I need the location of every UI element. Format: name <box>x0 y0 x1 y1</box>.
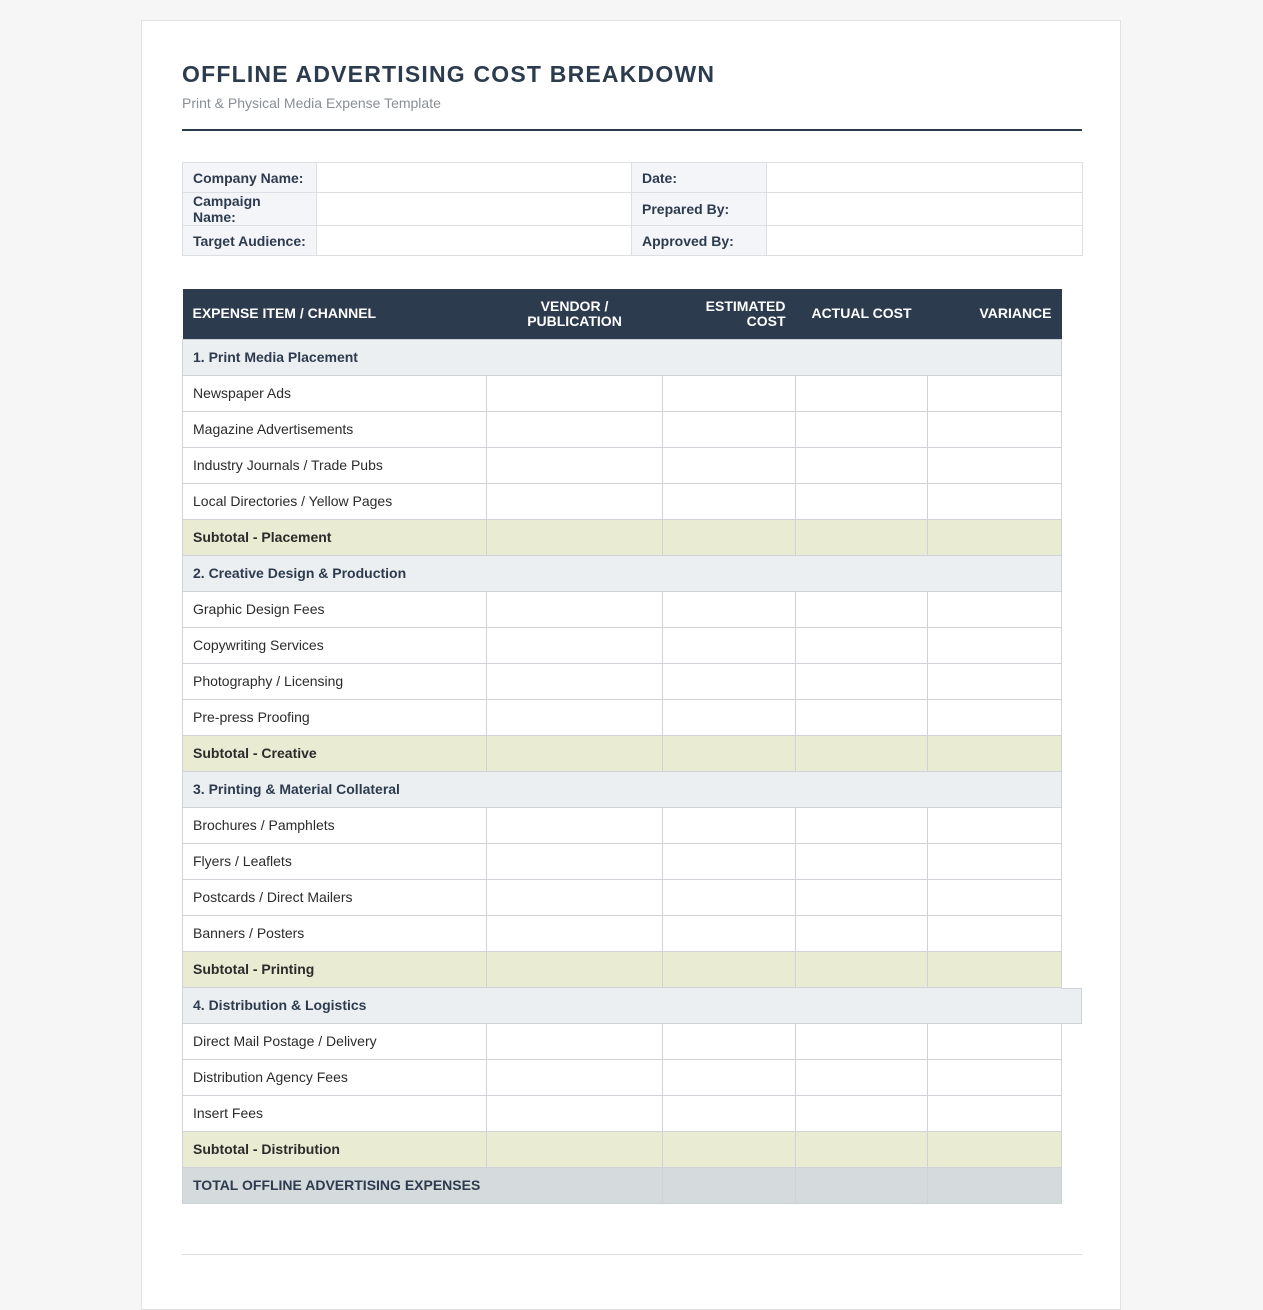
expense-item-label: Graphic Design Fees <box>183 591 487 627</box>
vendor-cell[interactable] <box>487 591 663 627</box>
variance-cell[interactable] <box>928 879 1062 915</box>
total-estimated-cell[interactable] <box>663 1167 796 1203</box>
total-actual-cell[interactable] <box>796 1167 928 1203</box>
vendor-cell[interactable] <box>487 843 663 879</box>
actual-cost-cell[interactable] <box>796 447 928 483</box>
info-row <box>183 226 1083 256</box>
section-row <box>183 555 1062 591</box>
vendor-cell[interactable] <box>487 1023 663 1059</box>
variance-cell[interactable] <box>928 699 1062 735</box>
total-label: TOTAL OFFLINE ADVERTISING EXPENSES <box>183 1167 663 1203</box>
subtotal-variance-cell[interactable] <box>928 1131 1062 1167</box>
header-variance: VARIANCE <box>928 289 1062 339</box>
total-variance-cell[interactable] <box>928 1167 1062 1203</box>
actual-cost-cell[interactable] <box>796 663 928 699</box>
info-label: Date: <box>632 163 767 193</box>
actual-cost-cell[interactable] <box>796 627 928 663</box>
footer-divider <box>182 1254 1082 1255</box>
section-row <box>183 771 1062 807</box>
expense-row <box>183 879 1062 915</box>
estimated-cost-cell[interactable] <box>663 1095 796 1131</box>
vendor-cell[interactable] <box>487 627 663 663</box>
header-actual-cost: ACTUAL COST <box>796 289 928 339</box>
header-vendor: VENDOR / PUBLICATION <box>487 289 663 339</box>
expense-row <box>183 627 1062 663</box>
vendor-cell[interactable] <box>487 663 663 699</box>
info-value-field[interactable] <box>767 193 1083 226</box>
actual-cost-cell[interactable] <box>796 807 928 843</box>
vendor-cell[interactable] <box>487 447 663 483</box>
subtotal-estimated-cell[interactable] <box>663 951 796 987</box>
estimated-cost-cell[interactable] <box>663 1059 796 1095</box>
subtotal-vendor-cell[interactable] <box>487 519 663 555</box>
expense-row <box>183 699 1062 735</box>
expense-item-label: Distribution Agency Fees <box>183 1059 487 1095</box>
estimated-cost-cell[interactable] <box>663 591 796 627</box>
variance-cell[interactable] <box>928 591 1062 627</box>
info-value-field[interactable] <box>767 163 1083 193</box>
expense-row <box>183 663 1062 699</box>
expense-item-label: Banners / Posters <box>183 915 487 951</box>
variance-cell[interactable] <box>928 447 1062 483</box>
vendor-cell[interactable] <box>487 1095 663 1131</box>
expense-row <box>183 1023 1062 1059</box>
expense-row <box>183 375 1062 411</box>
info-value-field[interactable] <box>317 226 632 256</box>
variance-cell[interactable] <box>928 807 1062 843</box>
expense-row <box>183 447 1062 483</box>
variance-cell[interactable] <box>928 411 1062 447</box>
expense-table-header <box>183 289 1062 339</box>
expense-table <box>182 289 1062 1204</box>
total-row <box>183 1167 1062 1203</box>
section-row <box>183 987 1062 1023</box>
subtotal-estimated-cell[interactable] <box>663 1131 796 1167</box>
subtotal-label: Subtotal - Placement <box>183 519 487 555</box>
subtotal-label: Subtotal - Distribution <box>183 1131 487 1167</box>
estimated-cost-cell[interactable] <box>663 447 796 483</box>
actual-cost-cell[interactable] <box>796 1095 928 1131</box>
estimated-cost-cell[interactable] <box>663 483 796 519</box>
header-expense-item: EXPENSE ITEM / CHANNEL <box>183 289 487 339</box>
subtotal-vendor-cell[interactable] <box>487 735 663 771</box>
section-row-extension <box>1061 988 1082 1024</box>
subtotal-actual-cell[interactable] <box>796 951 928 987</box>
estimated-cost-cell[interactable] <box>663 1023 796 1059</box>
info-label: Approved By: <box>632 226 767 256</box>
subtotal-vendor-cell[interactable] <box>487 951 663 987</box>
expense-row <box>183 591 1062 627</box>
actual-cost-cell[interactable] <box>796 1023 928 1059</box>
vendor-cell[interactable] <box>487 411 663 447</box>
actual-cost-cell[interactable] <box>796 879 928 915</box>
section-title: 3. Printing & Material Collateral <box>183 771 1062 807</box>
subtotal-estimated-cell[interactable] <box>663 519 796 555</box>
vendor-cell[interactable] <box>487 699 663 735</box>
actual-cost-cell[interactable] <box>796 843 928 879</box>
expense-row <box>183 1095 1062 1131</box>
subtotal-actual-cell[interactable] <box>796 1131 928 1167</box>
actual-cost-cell[interactable] <box>796 915 928 951</box>
info-value-field[interactable] <box>317 163 632 193</box>
expense-item-label: Local Directories / Yellow Pages <box>183 483 487 519</box>
actual-cost-cell[interactable] <box>796 699 928 735</box>
expense-row <box>183 843 1062 879</box>
variance-cell[interactable] <box>928 483 1062 519</box>
header-estimated-cost: ESTIMATED COST <box>663 289 796 339</box>
variance-cell[interactable] <box>928 843 1062 879</box>
estimated-cost-cell[interactable] <box>663 411 796 447</box>
actual-cost-cell[interactable] <box>796 483 928 519</box>
estimated-cost-cell[interactable] <box>663 627 796 663</box>
header-divider <box>182 129 1082 131</box>
subtotal-vendor-cell[interactable] <box>487 1131 663 1167</box>
actual-cost-cell[interactable] <box>796 1059 928 1095</box>
section-title: 4. Distribution & Logistics <box>183 987 1062 1023</box>
expense-item-label: Flyers / Leaflets <box>183 843 487 879</box>
expense-row <box>183 411 1062 447</box>
vendor-cell[interactable] <box>487 915 663 951</box>
expense-item-label: Insert Fees <box>183 1095 487 1131</box>
document-page <box>141 20 1121 1310</box>
expense-item-label: Photography / Licensing <box>183 663 487 699</box>
expense-item-label: Postcards / Direct Mailers <box>183 879 487 915</box>
estimated-cost-cell[interactable] <box>663 663 796 699</box>
subtotal-row <box>183 735 1062 771</box>
info-label: Campaign Name: <box>183 193 317 226</box>
expense-row <box>183 1059 1062 1095</box>
subtotal-row <box>183 1131 1062 1167</box>
subtotal-actual-cell[interactable] <box>796 519 928 555</box>
subtotal-variance-cell[interactable] <box>928 951 1062 987</box>
subtotal-row <box>183 951 1062 987</box>
page-subtitle: Print & Physical Media Expense Template <box>182 95 441 111</box>
vendor-cell[interactable] <box>487 879 663 915</box>
info-label: Company Name: <box>183 163 317 193</box>
campaign-info-table <box>182 162 1083 256</box>
variance-cell[interactable] <box>928 1023 1062 1059</box>
info-value-field[interactable] <box>767 226 1083 256</box>
info-row <box>183 193 1083 226</box>
expense-item-label: Copywriting Services <box>183 627 487 663</box>
estimated-cost-cell[interactable] <box>663 843 796 879</box>
info-label: Target Audience: <box>183 226 317 256</box>
expense-row <box>183 915 1062 951</box>
section-title: 1. Print Media Placement <box>183 339 1062 375</box>
estimated-cost-cell[interactable] <box>663 879 796 915</box>
subtotal-actual-cell[interactable] <box>796 735 928 771</box>
vendor-cell[interactable] <box>487 807 663 843</box>
expense-row <box>183 483 1062 519</box>
estimated-cost-cell[interactable] <box>663 915 796 951</box>
variance-cell[interactable] <box>928 375 1062 411</box>
section-title: 2. Creative Design & Production <box>183 555 1062 591</box>
subtotal-label: Subtotal - Printing <box>183 951 487 987</box>
estimated-cost-cell[interactable] <box>663 699 796 735</box>
actual-cost-cell[interactable] <box>796 411 928 447</box>
subtotal-label: Subtotal - Creative <box>183 735 487 771</box>
variance-cell[interactable] <box>928 1059 1062 1095</box>
subtotal-variance-cell[interactable] <box>928 519 1062 555</box>
vendor-cell[interactable] <box>487 483 663 519</box>
subtotal-estimated-cell[interactable] <box>663 735 796 771</box>
expense-row <box>183 807 1062 843</box>
info-label: Prepared By: <box>632 193 767 226</box>
expense-item-label: Pre-press Proofing <box>183 699 487 735</box>
expense-item-label: Direct Mail Postage / Delivery <box>183 1023 487 1059</box>
page-title: OFFLINE ADVERTISING COST BREAKDOWN <box>182 61 716 87</box>
variance-cell[interactable] <box>928 663 1062 699</box>
subtotal-variance-cell[interactable] <box>928 735 1062 771</box>
vendor-cell[interactable] <box>487 375 663 411</box>
info-value-field[interactable] <box>317 193 632 226</box>
expense-item-label: Industry Journals / Trade Pubs <box>183 447 487 483</box>
expense-item-label: Magazine Advertisements <box>183 411 487 447</box>
section-row <box>183 339 1062 375</box>
vendor-cell[interactable] <box>487 1059 663 1095</box>
expense-item-label: Brochures / Pamphlets <box>183 807 487 843</box>
actual-cost-cell[interactable] <box>796 375 928 411</box>
expense-item-label: Newspaper Ads <box>183 375 487 411</box>
info-row <box>183 163 1083 193</box>
estimated-cost-cell[interactable] <box>663 375 796 411</box>
variance-cell[interactable] <box>928 1095 1062 1131</box>
variance-cell[interactable] <box>928 627 1062 663</box>
actual-cost-cell[interactable] <box>796 591 928 627</box>
estimated-cost-cell[interactable] <box>663 807 796 843</box>
variance-cell[interactable] <box>928 915 1062 951</box>
subtotal-row <box>183 519 1062 555</box>
